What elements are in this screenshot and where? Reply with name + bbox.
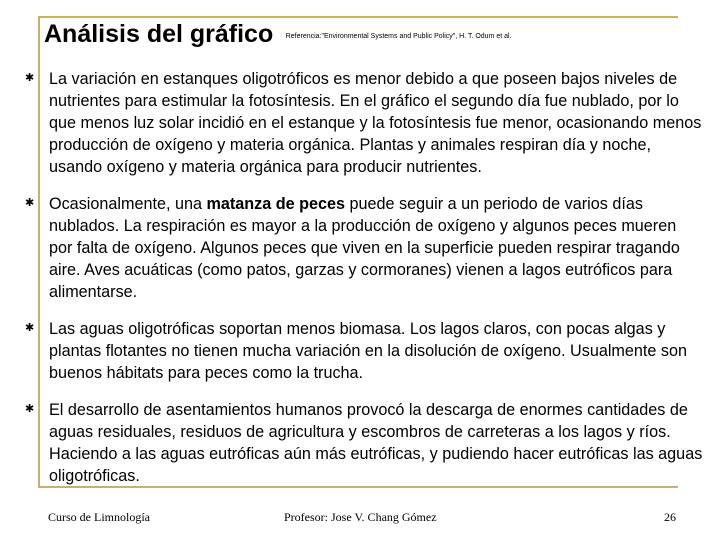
bullet-star-icon: ✱ <box>25 403 35 415</box>
bullet-star-icon: ✱ <box>25 72 35 84</box>
title-row <box>44 20 680 49</box>
bullet-item <box>24 68 704 178</box>
bullet-item <box>24 193 704 303</box>
bullet-item <box>24 399 704 487</box>
bullet-text-bold: matanza de peces <box>206 195 346 213</box>
bullet-star-icon: ✱ <box>25 322 35 334</box>
bullet-text: El desarrollo de asentamientos humanos provocó la descarga de enormes cantidades de aguas residuales, residuos de agricultura y escombros de carreteras a los lagos y ríos. Haciendo a las aguas eutróficas aún más eutróficas, y pudiendo hacer eutróficas las aguas oligotróficas. <box>49 401 703 485</box>
title-rule <box>38 16 678 18</box>
bullet-text: Las aguas oligotróficas soportan menos biomasa. Los lagos claros, con pocas algas y plantas flotantes no tienen mucha variación en la disolución de oxígeno. Usualmente son buenos hábitats para peces como la trucha. <box>49 320 688 382</box>
page-number: 26 <box>664 510 676 524</box>
bullet-star-icon: ✱ <box>25 197 35 209</box>
reference-note: Referencia:"Environmental Systems and Public Policy", H. T. Odum et al. <box>285 33 512 40</box>
bullet-text-end: puede seguir a un periodo de varios días nublados. La respiración es mayor a la producción de oxígeno y algunos peces mueren por falta de oxígeno. Algunos peces que viven en la superficie pueden respirar tragando aire. Aves acuáticas (como patos, garzas y cormoranes) vienen a lagos eutróficos para alimentarse. <box>49 195 680 301</box>
page-title: Análisis del gráfico <box>44 20 274 48</box>
bullet-list <box>24 68 704 502</box>
bullet-text <box>49 193 704 303</box>
footer-course: Curso de Limnología <box>48 510 150 524</box>
bullet-text: La variación en estanques oligotróficos es menor debido a que poseen bajos niveles de nutrientes para estimular la fotosíntesis. En el gráfico el segundo día fue nublado, por lo que menos luz solar incidió en el estanque y la fotosíntesis fue menor, ocasionando menos producción de oxígeno y materia orgánica. Plantas y animales respiran día y noche, usando oxígeno y materia orgánica para producir nutrientes. <box>49 70 702 176</box>
footer-professor: Profesor: Jose V. Chang Gómez <box>284 510 437 524</box>
bullet-text-start: Ocasionalmente, una <box>49 195 207 213</box>
bullet-item <box>24 318 704 384</box>
